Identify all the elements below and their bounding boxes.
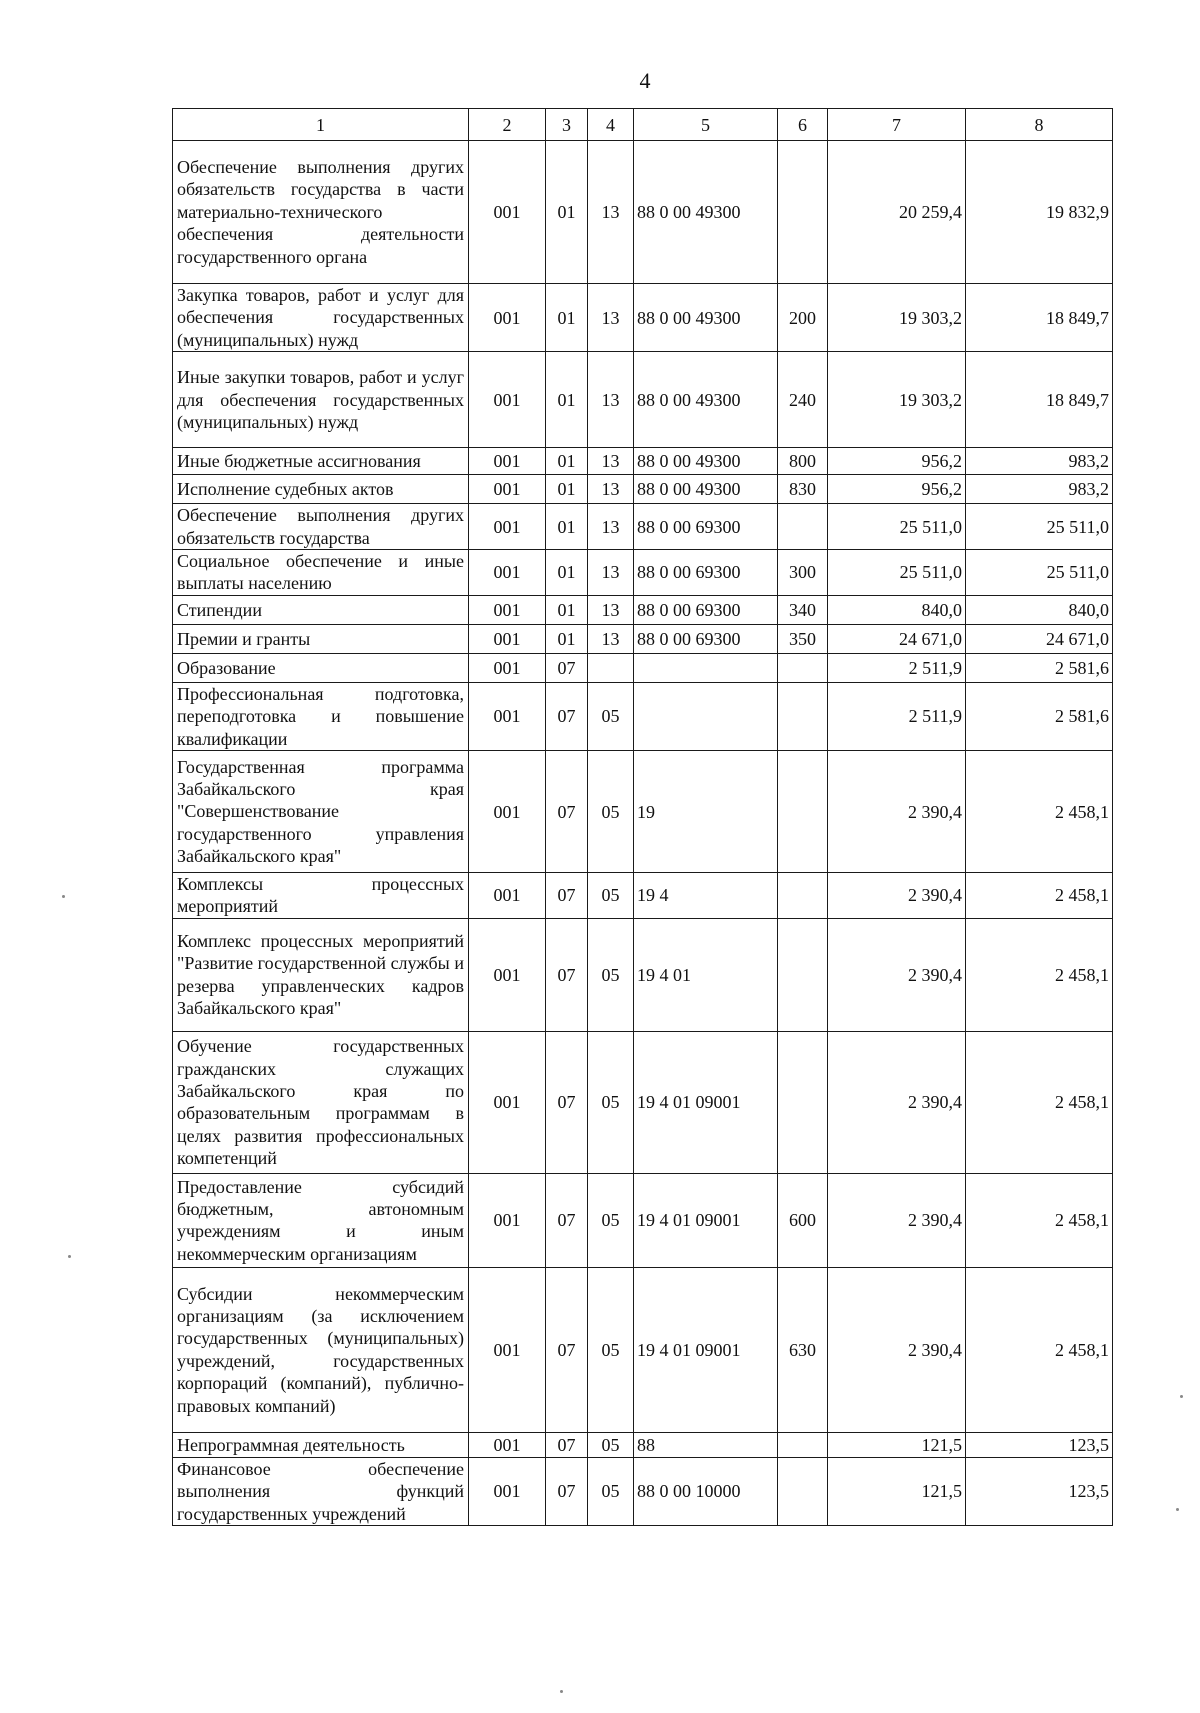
cell-col-6: 830 (778, 475, 828, 504)
cell-col-5: 88 0 00 69300 (634, 624, 778, 653)
row-name-cell: Стипендии (173, 595, 469, 624)
row-name-cell: Иные бюджетные ассигнования (173, 448, 469, 475)
cell-col-3: 07 (546, 751, 588, 873)
cell-col-2: 001 (469, 751, 546, 873)
row-name-cell: Социальное обеспечение и иные выплаты населению (173, 550, 469, 596)
cell-col-4: 13 (588, 595, 634, 624)
cell-col-3: 07 (546, 1031, 588, 1173)
cell-col-4 (588, 653, 634, 682)
cell-col-3: 01 (546, 595, 588, 624)
cell-col-5 (634, 682, 778, 750)
header-cell: 4 (588, 109, 634, 141)
cell-col-6 (778, 141, 828, 284)
cell-col-5 (634, 653, 778, 682)
table-row (173, 141, 1113, 284)
cell-col-4: 13 (588, 141, 634, 284)
cell-col-7: 956,2 (828, 475, 966, 504)
header-cell: 7 (828, 109, 966, 141)
header-cell: 6 (778, 109, 828, 141)
scan-speck (560, 1690, 563, 1693)
cell-col-8: 2 581,6 (966, 653, 1113, 682)
cell-col-8: 25 511,0 (966, 550, 1113, 596)
header-cell: 1 (173, 109, 469, 141)
scan-speck (1180, 1395, 1183, 1398)
row-name-cell: Исполнение судебных актов (173, 475, 469, 504)
cell-col-2: 001 (469, 1457, 546, 1525)
row-name-cell: Непрограммная деятельность (173, 1432, 469, 1457)
cell-col-5: 19 4 (634, 873, 778, 919)
cell-col-4: 05 (588, 1173, 634, 1267)
cell-col-8: 19 832,9 (966, 141, 1113, 284)
cell-col-7: 2 390,4 (828, 873, 966, 919)
row-name-cell: Профессиональная подготовка, переподготовка и повышение квалификации (173, 682, 469, 750)
cell-col-8: 2 581,6 (966, 682, 1113, 750)
cell-col-7: 2 390,4 (828, 918, 966, 1031)
cell-col-4: 13 (588, 475, 634, 504)
cell-col-7: 25 511,0 (828, 504, 966, 550)
cell-col-6: 350 (778, 624, 828, 653)
row-name-cell: Комплекс процессных мероприятий "Развитие государственной службы и резерва управленческих кадров Забайкальского края" (173, 918, 469, 1031)
cell-col-2: 001 (469, 624, 546, 653)
table-row (173, 1031, 1113, 1173)
cell-col-7: 2 390,4 (828, 1031, 966, 1173)
cell-col-6: 800 (778, 448, 828, 475)
cell-col-2: 001 (469, 653, 546, 682)
cell-col-6: 600 (778, 1173, 828, 1267)
cell-col-2: 001 (469, 1173, 546, 1267)
cell-col-6 (778, 1031, 828, 1173)
cell-col-7: 121,5 (828, 1432, 966, 1457)
cell-col-6 (778, 918, 828, 1031)
cell-col-3: 01 (546, 475, 588, 504)
row-name-cell: Обучение государственных гражданских служащих Забайкальского края по образовательным программам в целях развития профессиональных компетенций (173, 1031, 469, 1173)
header-cell: 8 (966, 109, 1113, 141)
cell-col-8: 123,5 (966, 1457, 1113, 1525)
cell-col-8: 983,2 (966, 448, 1113, 475)
row-name-cell: Закупка товаров, работ и услуг для обеспечения государственных (муниципальных) нужд (173, 284, 469, 352)
cell-col-6 (778, 1432, 828, 1457)
budget-table (172, 108, 1113, 1526)
cell-col-3: 01 (546, 284, 588, 352)
cell-col-6: 300 (778, 550, 828, 596)
cell-col-4: 05 (588, 1031, 634, 1173)
cell-col-7: 121,5 (828, 1457, 966, 1525)
cell-col-7: 2 390,4 (828, 1267, 966, 1432)
cell-col-2: 001 (469, 1432, 546, 1457)
cell-col-3: 01 (546, 141, 588, 284)
row-name-cell: Комплексы процессных мероприятий (173, 873, 469, 919)
cell-col-5: 19 4 01 09001 (634, 1267, 778, 1432)
header-cell: 2 (469, 109, 546, 141)
cell-col-5: 19 (634, 751, 778, 873)
row-name-cell: Предоставление субсидий бюджетным, автономным учреждениям и иным некоммерческим организациям (173, 1173, 469, 1267)
cell-col-4: 05 (588, 1457, 634, 1525)
cell-col-3: 01 (546, 550, 588, 596)
table-row (173, 284, 1113, 352)
cell-col-8: 2 458,1 (966, 873, 1113, 919)
cell-col-3: 01 (546, 448, 588, 475)
cell-col-7: 2 390,4 (828, 1173, 966, 1267)
cell-col-6 (778, 682, 828, 750)
row-name-cell: Финансовое обеспечение выполнения функций государственных учреждений (173, 1457, 469, 1525)
row-name-cell: Обеспечение выполнения других обязательств государства в части материально-технического обеспечения деятельности государственного органа (173, 141, 469, 284)
cell-col-5: 19 4 01 (634, 918, 778, 1031)
scan-speck (62, 895, 65, 898)
table-row (173, 1457, 1113, 1525)
cell-col-6: 200 (778, 284, 828, 352)
cell-col-4: 05 (588, 1432, 634, 1457)
cell-col-7: 24 671,0 (828, 624, 966, 653)
cell-col-6 (778, 873, 828, 919)
cell-col-4: 05 (588, 1267, 634, 1432)
table-row (173, 918, 1113, 1031)
cell-col-4: 13 (588, 550, 634, 596)
cell-col-4: 13 (588, 504, 634, 550)
cell-col-2: 001 (469, 284, 546, 352)
table-row (173, 653, 1113, 682)
cell-col-8: 24 671,0 (966, 624, 1113, 653)
cell-col-8: 2 458,1 (966, 918, 1113, 1031)
table-row (173, 751, 1113, 873)
cell-col-2: 001 (469, 1267, 546, 1432)
cell-col-8: 123,5 (966, 1432, 1113, 1457)
cell-col-8: 18 849,7 (966, 284, 1113, 352)
cell-col-8: 840,0 (966, 595, 1113, 624)
cell-col-8: 983,2 (966, 475, 1113, 504)
table-row (173, 1267, 1113, 1432)
cell-col-5: 88 0 00 49300 (634, 284, 778, 352)
table-row (173, 352, 1113, 448)
cell-col-6 (778, 751, 828, 873)
cell-col-2: 001 (469, 141, 546, 284)
cell-col-2: 001 (469, 1031, 546, 1173)
cell-col-3: 01 (546, 352, 588, 448)
cell-col-5: 88 0 00 69300 (634, 504, 778, 550)
cell-col-8: 18 849,7 (966, 352, 1113, 448)
cell-col-7: 2 511,9 (828, 682, 966, 750)
cell-col-7: 20 259,4 (828, 141, 966, 284)
cell-col-8: 2 458,1 (966, 751, 1113, 873)
row-name-cell: Иные закупки товаров, работ и услуг для обеспечения государственных (муниципальных) нужд (173, 352, 469, 448)
cell-col-7: 19 303,2 (828, 352, 966, 448)
cell-col-5: 88 0 00 49300 (634, 352, 778, 448)
cell-col-7: 19 303,2 (828, 284, 966, 352)
cell-col-2: 001 (469, 475, 546, 504)
cell-col-6: 340 (778, 595, 828, 624)
cell-col-6 (778, 653, 828, 682)
table-row (173, 504, 1113, 550)
cell-col-8: 2 458,1 (966, 1031, 1113, 1173)
cell-col-3: 07 (546, 1432, 588, 1457)
page-number: 4 (639, 68, 651, 93)
cell-col-3: 07 (546, 1173, 588, 1267)
cell-col-2: 001 (469, 682, 546, 750)
cell-col-5: 19 4 01 09001 (634, 1031, 778, 1173)
table-row (173, 682, 1113, 750)
cell-col-5: 19 4 01 09001 (634, 1173, 778, 1267)
cell-col-3: 01 (546, 624, 588, 653)
cell-col-2: 001 (469, 595, 546, 624)
header-cell: 5 (634, 109, 778, 141)
cell-col-5: 88 0 00 69300 (634, 595, 778, 624)
header-cell: 3 (546, 109, 588, 141)
cell-col-3: 07 (546, 1267, 588, 1432)
table-row (173, 475, 1113, 504)
cell-col-7: 25 511,0 (828, 550, 966, 596)
cell-col-7: 2 390,4 (828, 751, 966, 873)
cell-col-5: 88 0 00 49300 (634, 448, 778, 475)
table-header-row (173, 109, 1113, 141)
scan-speck (68, 1255, 71, 1258)
cell-col-6 (778, 504, 828, 550)
cell-col-4: 13 (588, 352, 634, 448)
cell-col-5: 88 0 00 69300 (634, 550, 778, 596)
row-name-cell: Субсидии некоммерческим организациям (за исключением государственных (муниципальных) учреждений, государственных корпораций (компаний), публично-правовых компаний) (173, 1267, 469, 1432)
table-body (173, 109, 1113, 1526)
cell-col-2: 001 (469, 448, 546, 475)
cell-col-6: 630 (778, 1267, 828, 1432)
table-row (173, 448, 1113, 475)
cell-col-5: 88 0 00 10000 (634, 1457, 778, 1525)
row-name-cell: Государственная программа Забайкальского края "Совершенствование государственного управления Забайкальского края" (173, 751, 469, 873)
cell-col-8: 2 458,1 (966, 1267, 1113, 1432)
cell-col-4: 05 (588, 682, 634, 750)
cell-col-6: 240 (778, 352, 828, 448)
cell-col-3: 07 (546, 873, 588, 919)
cell-col-8: 2 458,1 (966, 1173, 1113, 1267)
table-row (173, 1173, 1113, 1267)
cell-col-4: 13 (588, 284, 634, 352)
table-row (173, 873, 1113, 919)
cell-col-3: 01 (546, 504, 588, 550)
cell-col-7: 2 511,9 (828, 653, 966, 682)
row-name-cell: Премии и гранты (173, 624, 469, 653)
row-name-cell: Обеспечение выполнения других обязательств государства (173, 504, 469, 550)
cell-col-8: 25 511,0 (966, 504, 1113, 550)
cell-col-4: 05 (588, 751, 634, 873)
cell-col-5: 88 0 00 49300 (634, 475, 778, 504)
cell-col-4: 13 (588, 624, 634, 653)
cell-col-2: 001 (469, 504, 546, 550)
cell-col-3: 07 (546, 1457, 588, 1525)
scan-speck (1176, 1508, 1179, 1511)
cell-col-2: 001 (469, 918, 546, 1031)
table-row (173, 550, 1113, 596)
cell-col-2: 001 (469, 550, 546, 596)
table-row (173, 1432, 1113, 1457)
row-name-cell: Образование (173, 653, 469, 682)
cell-col-2: 001 (469, 352, 546, 448)
table-row (173, 595, 1113, 624)
cell-col-5: 88 0 00 49300 (634, 141, 778, 284)
cell-col-7: 956,2 (828, 448, 966, 475)
table-row (173, 624, 1113, 653)
cell-col-4: 13 (588, 448, 634, 475)
cell-col-4: 05 (588, 873, 634, 919)
cell-col-6 (778, 1457, 828, 1525)
cell-col-7: 840,0 (828, 595, 966, 624)
cell-col-4: 05 (588, 918, 634, 1031)
cell-col-3: 07 (546, 682, 588, 750)
cell-col-5: 88 (634, 1432, 778, 1457)
cell-col-3: 07 (546, 918, 588, 1031)
cell-col-2: 001 (469, 873, 546, 919)
cell-col-3: 07 (546, 653, 588, 682)
